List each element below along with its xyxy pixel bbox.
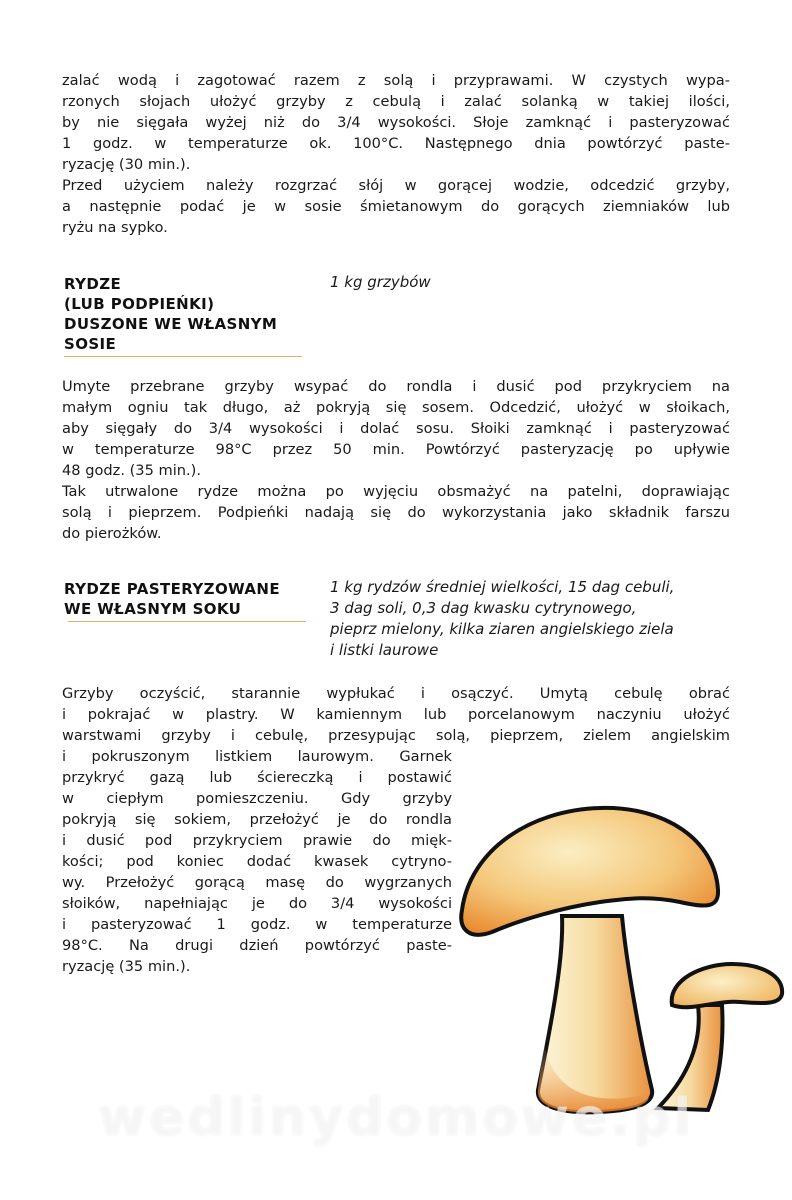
text-line: Przed użyciem należy rozgrzać słój w gorącej wodzie, odcedzić grzyby, [62, 177, 730, 194]
text-line: 3 dag soli, 0,3 dag kwasku cytrynowego, [330, 599, 637, 617]
recipe1-title [64, 274, 306, 354]
text-line: 1 kg rydzów średniej wielkości, 15 dag cebuli, [330, 578, 675, 596]
text-line: rzonych słojach ułożyć grzyby z cebulą i zalać solanką w takiej ilości, [62, 93, 730, 110]
text-line: małym ogniu tak długo, aż pokryją się sosem. Odcedzić, ułożyć w słoikach, [62, 399, 730, 416]
recipe2-body-narrow [62, 746, 452, 977]
text-line: ryzację (30 min.). [62, 156, 191, 173]
text-line: Grzyby oczyścić, starannie wypłukać i osączyć. Umytą cebulę obrać [62, 685, 730, 702]
text-line: a następnie podać je w sosie śmietanowym do gorących ziemniaków lub [62, 198, 730, 215]
recipe2-title-rule [68, 621, 306, 622]
text-line: pieprz mielony, kilka ziaren angielskiego ziela [330, 620, 674, 638]
text-line: 48 godz. (35 min.). [62, 462, 201, 479]
text-line: i dusić pod przykryciem prawie do mięk- [62, 832, 452, 849]
text-line: WE WŁASNYM SOKU [64, 600, 242, 618]
recipe1-title-rule [64, 356, 302, 357]
text-line: i pokruszonym listkiem laurowym. Garnek [62, 748, 452, 765]
recipe2-body-full [62, 683, 730, 746]
mushroom-illustration [440, 790, 790, 1130]
text-line: (LUB PODPIEŃKI) [64, 295, 215, 313]
text-line: ryzację (35 min.). [62, 958, 191, 975]
text-line: w ciepłym pomieszczeniu. Gdy grzyby [62, 790, 452, 807]
small-mushroom-cap [672, 964, 782, 1007]
text-line: Umyte przebrane grzyby wsypać do rondla i dusić pod przykryciem na [62, 378, 730, 395]
recipe1-body [62, 376, 730, 544]
intro-paragraph [62, 70, 730, 238]
text-line: pokryją się sokiem, przełożyć je do rondla [62, 811, 452, 828]
text-line: i listki laurowe [330, 641, 439, 659]
recipe1-ingredients: 1 kg grzybów [330, 273, 431, 291]
text-line: wy. Przełożyć gorącą masę do wygrzanych [62, 874, 452, 891]
text-line: DUSZONE WE WŁASNYM [64, 315, 278, 333]
text-line: słoików, napełniając je do 3/4 wysokości [62, 895, 452, 912]
text-line: do pierożków. [62, 525, 162, 542]
watermark: wedlinydomowe.pl [97, 1088, 695, 1148]
text-line: SOSIE [64, 335, 117, 353]
text-line: kości; pod koniec dodać kwasek cytryno- [62, 853, 452, 870]
text-line: w temperaturze 98°C przez 50 min. Powtórzyć pasteryzację po upływie [62, 441, 730, 458]
recipe2-ingredients [330, 577, 732, 661]
text-line: zalać wodą i zagotować razem z solą i przyprawami. W czystych wypa- [62, 72, 730, 89]
text-line: solą i pieprzem. Podpieńki nadają się do wykorzystania jako składnik farszu [62, 504, 730, 521]
text-line: i pokrajać w plastry. W kamiennym lub porcelanowym naczyniu ułożyć [62, 706, 730, 723]
text-line: RYDZE [64, 275, 122, 293]
text-line: i pasteryzować 1 godz. w temperaturze [62, 916, 452, 933]
text-line: by nie sięgała wyżej niż do 3/4 wysokości. Słoje zamknąć i pasteryzować [62, 114, 730, 131]
text-line: 98°C. Na drugi dzień powtórzyć paste- [62, 937, 452, 954]
text-line: Tak utrwalone rydze można po wyjęciu obsmażyć na patelni, doprawiając [62, 483, 730, 500]
text-line: RYDZE PASTERYZOWANE [64, 580, 280, 598]
text-line: 1 godz. w temperaturze ok. 100°C. Następnego dnia powtórzyć paste- [62, 135, 730, 152]
recipe2-title [64, 579, 306, 619]
text-line: aby sięgały do 3/4 wysokości i dolać sosu. Słoiki zamknąć i pasteryzować [62, 420, 730, 437]
text-line: przykryć gazą lub ściereczką i postawić [62, 769, 452, 786]
text-line: ryżu na sypko. [62, 219, 168, 236]
text-line: warstwami grzyby i cebulę, przesypując solą, pieprzem, zielem angielskim [62, 727, 730, 744]
